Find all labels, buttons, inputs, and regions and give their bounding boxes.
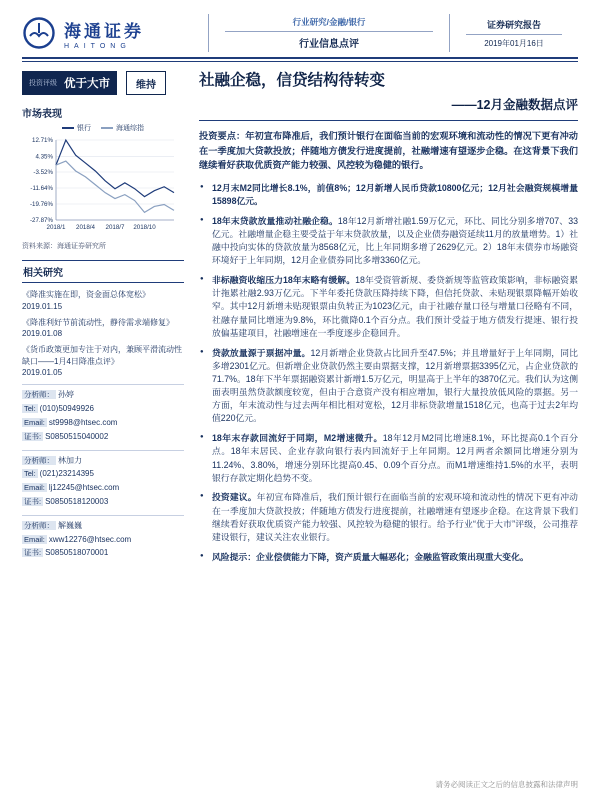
bullet-item (212, 215, 578, 268)
analyst-cert: S0850518120003 (45, 496, 109, 506)
analyst-email: st9998@htsec.com (48, 417, 118, 427)
analyst-cert: S0850515040002 (45, 431, 109, 441)
industry-category: 行业研究/金融/银行 (292, 17, 366, 27)
analyst-tel-line (22, 469, 184, 480)
header-divider (225, 31, 433, 32)
bullet-lead: 18年末贷款放量推动社融企稳。 (212, 215, 338, 226)
rating-row (22, 71, 184, 95)
analyst-name: 解巍巍 (58, 520, 82, 530)
main-column (199, 71, 578, 774)
bullet-lead: 投资建议。 (212, 492, 257, 503)
svg-text:-19.76%: -19.76% (29, 201, 53, 209)
bullet-item (212, 347, 578, 426)
analyst-tel-line (22, 404, 184, 415)
svg-text:2018/1: 2018/1 (46, 224, 66, 231)
report-type: 行业信息点评 (299, 39, 359, 50)
legend-item (62, 123, 91, 133)
related-date: 2019.01.08 (22, 329, 63, 339)
analyst-name: 林加力 (58, 455, 82, 465)
analyst-email: xww12276@htsec.com (48, 534, 132, 544)
analyst-name: 孙婷 (58, 390, 74, 400)
tel-label: Tel: (24, 404, 36, 414)
report-date: 2019年01月16日 (484, 38, 544, 48)
legend-label: 海通综指 (116, 125, 144, 132)
rating-status: 维持 (126, 71, 166, 95)
bullet-lead: 贷款放量源于票据冲量。 (212, 347, 311, 358)
related-research-heading: 相关研究 (22, 260, 184, 283)
related-title: 《降准实施在即，资金面总体宽松》 (22, 290, 150, 299)
related-date: 2019.01.05 (22, 368, 63, 378)
bullet-text: 18年受资管新规、委贷新规等监管政策影响，非标融资累计拖累社融2.93万亿元。下半年委托贷款压降持续下降，但信托贷款、未贴现银票降幅开始收窄。其中12月新增未贴现银票由负转正为1023亿元，由于社融存量口径与增量口径略有不同，社融存量同比增速为9.8%，环比微降0.1个百分点。我们预计受益于地方债发行提速、银行投放偏基建项目，社融增速在一季度逐步企稳回升。 (212, 275, 578, 338)
tel-label: Tel: (24, 469, 36, 479)
brand-name-cn: 海通证券 (64, 21, 144, 41)
key-points-lead: 投资要点：年初宣布降准后，我们预计银行在面临当前的宏观环境和流动性的情况下更有冲动在一季度加大贷款投放；伴随地方债发行进度提前，社融增速有望逐步企稳。在这背景下我们继续看好获取优质资产能力较强、风控较为稳健的银行。 (199, 131, 578, 171)
bullet-lead: 18年末存款回流好于同期，M2增速微升。 (212, 433, 383, 444)
related-item (22, 344, 184, 377)
chart-legend (22, 123, 184, 133)
analyst-block (22, 384, 184, 442)
bullet-item (212, 182, 578, 208)
title-rule (199, 120, 578, 121)
analyst-role-label: 分析师： (24, 520, 54, 530)
email-label: Email: (24, 417, 45, 427)
legend-label: 银行 (77, 125, 91, 132)
page-title: 社融企稳，信贷结构待转变 (199, 72, 386, 89)
svg-text:-3.52%: -3.52% (33, 169, 53, 177)
legend-item (101, 123, 144, 133)
related-title: 《货币政策更加专注于对内，兼顾平滑流动性缺口——1月4日降准点评》 (22, 345, 182, 366)
svg-text:-27.87%: -27.87% (29, 217, 53, 225)
rating-label: 投资评级 (29, 80, 57, 87)
rating-value: 优于大市 (64, 78, 110, 90)
brand-name-en: HAITONG (64, 42, 131, 50)
analyst-name-line (22, 456, 184, 467)
analyst-name-line (22, 521, 184, 532)
related-item (22, 317, 184, 339)
header-rule (22, 57, 578, 62)
svg-text:2018/4: 2018/4 (76, 224, 95, 231)
report-header (22, 14, 578, 52)
page-subtitle: ——12月金融数据点评 (451, 98, 578, 113)
market-performance-heading: 市场表现 (22, 109, 62, 120)
bullet-text: 18年12月新增社融1.59万亿元，环比、同比分别多增707、33亿元。社融增量企稳主要受益于年末贷款放量，以及企业债券融资延续11月的放量增势。1）社融中投向实体的贷款放量为8568亿元，比上年同期多增了2629亿元。2）18年末债券市场融资环境好于上年同期，12月企业债券同比多增3360亿元。 (212, 215, 578, 266)
bullet-list (199, 182, 578, 564)
analyst-block (22, 450, 184, 508)
market-performance-chart (22, 134, 180, 234)
chart-source: 资料来源：海通证券研究所 (22, 243, 106, 250)
analyst-email-line (22, 535, 184, 546)
analyst-tel: (010)50949926 (39, 404, 94, 414)
analyst-role-label: 分析师： (24, 390, 54, 400)
cert-label: 证书: (24, 548, 42, 558)
analyst-cert-line (22, 432, 184, 443)
bullet-text: 18年12月M2同比增速8.1%，环比提高0.1个百分点。18年末居民、企业存款向银行表内回流好于上年同期。12月两者余额同比增速分别为11.24%、3.80%，增速分别环比提高0.45、0.09个百分点。而M1增速维持1.5%的水平，表明银行存款定期化趋势不变。 (212, 433, 578, 483)
analyst-email-line (22, 483, 184, 494)
svg-text:12.71%: 12.71% (32, 137, 53, 145)
svg-text:-11.64%: -11.64% (30, 185, 53, 193)
analyst-cert-line (22, 497, 184, 508)
analyst-email: lj12245@htsec.com (48, 483, 120, 493)
bullet-lead: 12月末M2同比增长8.1%，前值8%；12月新增人民币贷款10800亿元；12月社会融资规模增量15898亿元。 (212, 182, 578, 207)
email-label: Email: (24, 483, 45, 493)
legend-swatch (101, 127, 113, 129)
svg-text:2018/7: 2018/7 (105, 224, 125, 231)
bullet-text: 12月新增企业贷款占比回升至47.5%；并且增量好于上年同期，同比多增2301亿元。但新增企业贷款仍然主要由票据支撑，12月新增票据3395亿元，占企业贷款的71.7%。18年下半年票据融资累计新增1.5万亿元，明显高于上半年的3870亿元。我们认为这侧面表明虽然贷款额度较宽，但由于合意资产没有相应增加，银行大量投放低风险的票据。另一方面，年末流动性与过去两年相比相对宽松，12月非标贷款增量1518亿元，也高于过去2年均值220亿元。 (212, 347, 578, 424)
cert-label: 证书: (24, 496, 42, 506)
bullet-lead: 风险提示：企业偿债能力下降，资产质量大幅恶化；金融监管政策出现重大变化。 (212, 551, 529, 562)
header-divider (466, 34, 562, 35)
svg-text:4.35%: 4.35% (35, 153, 53, 161)
bullet-text: 年初宣布降准后，我们预计银行在面临当前的宏观环境和流动性的情况下更有冲动在一季度加大贷款投放；伴随地方债发行进度提前，社融增速有望逐步企稳。在这背景下我们继续看好获取优质资产能力较强、风控较为稳健的银行。给予行业“优于大市”评级，公司推荐建设银行，建议关注农业银行。 (212, 492, 578, 542)
email-label: Email: (24, 534, 45, 544)
analyst-block (22, 515, 184, 559)
related-item (22, 289, 184, 311)
related-date: 2019.01.15 (22, 301, 63, 311)
bullet-item (212, 491, 578, 544)
report-class: 证券研究报告 (486, 19, 541, 30)
related-title: 《降准利好节前流动性，静待需求端修复》 (22, 317, 174, 327)
cert-label: 证书: (24, 431, 42, 441)
bullet-item (212, 551, 578, 564)
brand-block (22, 14, 208, 52)
header-category-block (208, 14, 450, 52)
legend-swatch (62, 127, 74, 129)
bullet-lead: 非标融资收缩压力18年末略有缓解。 (212, 275, 356, 286)
svg-text:2018/10: 2018/10 (133, 224, 156, 231)
bullet-item (212, 432, 578, 485)
analyst-role-label: 分析师： (24, 455, 54, 465)
analyst-name-line (22, 390, 184, 401)
haitong-logo (22, 16, 56, 50)
analyst-cert-line (22, 548, 184, 559)
bullet-item (212, 274, 578, 340)
header-meta-block (450, 14, 578, 52)
sidebar (22, 71, 184, 774)
rating-box (22, 71, 117, 95)
disclaimer-footer: 请务必阅读正文之后的信息披露和法律声明 (435, 780, 578, 789)
analyst-tel: (021)23214395 (39, 469, 94, 479)
analyst-email-line (22, 418, 184, 429)
analyst-cert: S0850518070001 (45, 548, 109, 558)
brand-text (64, 17, 144, 50)
